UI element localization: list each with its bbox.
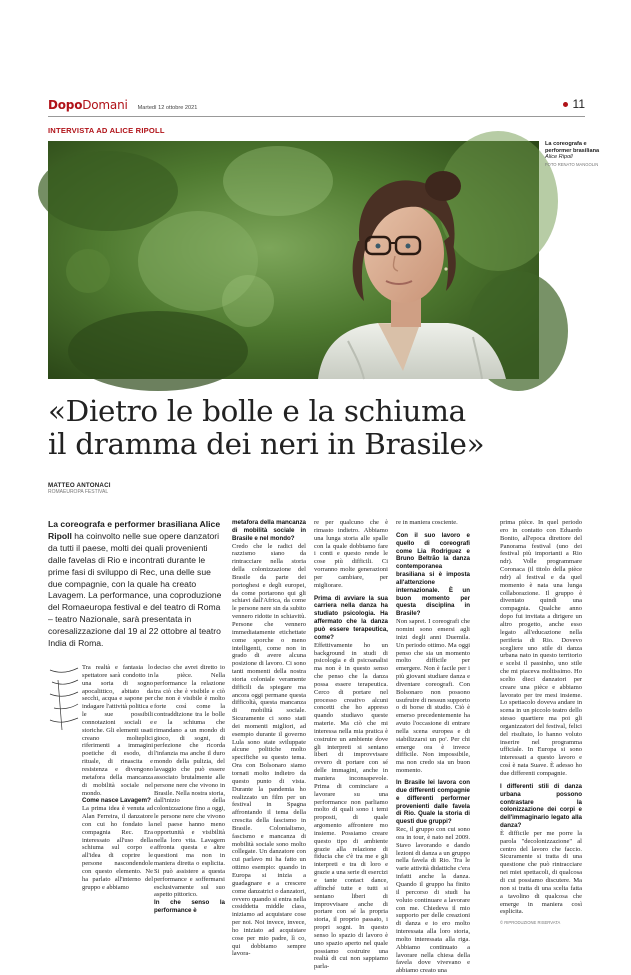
paragraph: Effettivamente ho un background in studi di psicologia e di psicoanalisi ma non è in questo senso che penso che la danza possa essere terapeutica. Cerco di portare nel processo creativo alcuni concetti che ho appreso quando studiavo queste materie. Ma ciò che mi interessa nella mia pratica è costruire un ambiente dove gli interpreti si sentano liberi di improvvisare ovvero di portare con sé delle immagini, anche in maniera inconsapevole. Prima di cominciare a lavorare su una performance non parliamo molto di quali sono i temi proposti, di quale argomento affrontere mo insieme. Possiamo creare questo tipo di ambiente grazie alla relazione di fiducia che c'è tra me e gli interpreti e tra di loro e grazie a una serie di esercizi e tante contact dance, affinché tutte e tutti si sentano liberi di improvvisare anche di portare con sé la propria storia, il proprio passato, i propri sogni. In questo senso lo spazio di lavoro è uno spazio aperto nel quale possiamo costruire una realtà di cui non sappiamo parla- — [314, 641, 388, 971]
page-number: 11 — [563, 97, 585, 111]
article-column-6 — [500, 519, 582, 927]
paragraph: Non saprei. I coreografi che nomini sono emersi agli inizi degli anni Duemila. Un periodo ottimo. Ma oggi penso che sia un momento molto difficile per emergere. Non è facile per i più giovani studiare danza e diventare coreografi. Con Bolsonaro non possono usufruire di nessun supporto o di borse di studio. Ciò è emerso precedentemente ha avuto l'occasione di entrare nella scena europea e di stabilizzarsi un po'. Per chi emerge ora è invece difficile. Non impossibile, ma non credo sia un buon momento. — [396, 618, 470, 775]
article-column-1 — [82, 664, 153, 891]
interview-question: In che senso la performance è — [154, 899, 225, 915]
interview-question: I differenti stili di danza urbana possono contrastare la colonizzazione dei corpi e dell'immaginario legato alla danza? — [500, 782, 582, 830]
section-label: INTERVISTA AD ALICE RIPOLL — [48, 126, 165, 135]
headline — [48, 395, 588, 461]
paragraph: Rec, il gruppo con cui sono ora in tour, è nato nel 2009. Stavo lavorando e dando lezioni di danza a un gruppo nella favela di Rio. Tra le varie attività didattiche c'era infatti anche la danza. Quando il gruppo ha finito il percorso di studi ha voluto continuare a lavorare con me. Chiedeva il mio supporto per delle creazioni di danza e io ero molto interessata alla loro storia, molto interessata alla riga. Abbiamo continuato a lavorare nella chiesa della favela dove vivevano e abbiamo creato una — [396, 826, 470, 975]
issue-date: Martedì 12 ottobre 2021 — [137, 105, 198, 111]
lead-paragraph: La coreografa e performer brasiliana Alice Ripoll ha coinvolto nelle sue opere danzatori da tutti il paese, molti dei quali provenienti dalle favelas di Rio e incontrati durante le prime fasi di sviluppo di Rec, una delle sue due compagnie, con la quale ha creato Lavagem. La performance, una coproduzione del Romaeuropa festival e del teatro di Roma – teatro Nazionale, sarà presentata in coresalizzazione dal 19 al 22 ottobre al teatro India di Roma. — [48, 519, 222, 649]
author-role: ROMAEUROPA FESTIVAL — [48, 489, 109, 495]
article-column-3 — [232, 519, 306, 958]
byline — [48, 482, 111, 495]
author-name: MATTEO ANTONACI — [48, 482, 111, 489]
masthead — [48, 98, 197, 112]
paragraph: re in maniera cosciente. — [396, 519, 458, 526]
paragraph: re per qualcuno che è rimasto indietro. Abbiamo una lunga storia alle spalle con la quale dobbiamo fare i conti e questo rende le cose più difficili. Ci vorranno molte generazioni per cambiare, per migliorare. — [314, 519, 388, 589]
paragraph: prima pièce. In quel periodo ero in contatto con Eduardo Bonito, all'epoca direttore del Panorama festival (uno dei festival più importanti a Rio ndr). Volle programmare Coronaca (il titolo della pièce ndr) al festival e da quel momento è nata una lunga collaborazione. Il gruppo è diventato quindi una compagnia. Qualche anno dopo fui invitata a dirigere un altro progetto, anche esso legato all'educazione nella periferia di Rio. Dovevo scegliere uno stile di danza urbana nato in questo territorio e scelsi il passinho, uno stile che mi piaceva moltissimo. Ho scelto dieci danzatori per creare una pièce e abbiamo lavorato per tre mesi insieme. Lo spettacolo doveva andare in scena in un piccolo teatro dello stesso quartiere ma poi gli organizzatori del festival, felici del risultato, lo hanno voluto inserire nel programma ufficiale. In Europa si sono interessati a questo lavoro e così è nata Suave. È adesso ho due differenti compagnie. — [500, 519, 582, 777]
article-column-5 — [396, 519, 470, 975]
photo-caption — [545, 141, 601, 167]
article-column-2 — [154, 664, 225, 915]
interview-question: Con il suo lavoro e quello di coreografi come Lia Rodriguez e Bruno Beltrão la danza contemporanea brasiliana si è imposta all'attenzione internazionale. È un buon momento per questa disciplina in Brasile? — [396, 531, 470, 618]
interview-question: Come nasce Lavagem? — [82, 797, 151, 805]
photo-credit: FOTO RENATO MANGOLIN — [545, 161, 599, 167]
bullet-icon — [563, 102, 568, 107]
paragraph: deciso che avrei diretto io la pièce. Nella performance la relazione tra ciò che è visibile e ciò che non è visibile è molto forte così come la contraddizione tra le bolle e la schiuma che rimandano a un mondo di gioco, di sogni, di perfezione che ricorda l'infanzia ma anche il duro mondo della pulizia, del lavaggio che può essere associato brutalmente alle persone nere che vivono in Brasile. Nella nostra storia, dall'inizio della colonizzazione fino a oggi, le persone nere che vivono nel paese hanno meno opportunità e visibilità nella loro vita. Lavagem affronta questa e altre questioni ma non in maniera diretta o esplicita. Si può assistere a questa performance e soffermarsi esclusivamente sul suo aspetto pittorico. — [154, 664, 225, 899]
headline-line-2: il dramma dei neri in Brasile» — [48, 427, 485, 461]
portrait-photo — [48, 141, 539, 379]
interview-question: Prima di avviare la sua carriera nella danza ha studiato psicologia. Ha affermato che la danza può essere terapeutica, come? — [314, 594, 388, 641]
portrait-photo-illustration — [48, 141, 539, 379]
interview-question: metafora della mancanza di mobilità sociale in Brasile e nel mondo? — [232, 519, 306, 542]
interview-question: In Brasile lei lavora con due differenti compagnie e differenti performer provenienti dalle favela di Rio. Quale la storia di questi due gruppi? — [396, 779, 470, 826]
copyright-notice: © RIPRODUZIONE RISERVATA — [500, 920, 561, 926]
paragraph: Credo che le radici del razzismo siano da rintracciare nella storia della colonizzazione del Brasile da parte dei portoghesi e degli europei, da come portarono qui gli schiavi dall'Africa, da come le persone nere sin da subito vennero ridotte in schiavitù. Persone che vennero immediatamente etichettate come sporche o meno intelligenti, come non in grado di avere alcuna posizione di lavoro. Ci sono tanti momenti della nostra storia coloniale veramente difficili da spiegare ma ancora oggi permane questa difficoltà, questa mancanza di mobilità sociale. Sicuramente ci sono stati dei momenti migliori, ad esempio durante il governo Lula sono state sviluppate alcune politiche molto specifiche su questo tema. Ora con Bolsonaro siamo tornati molto indietro da questo punto di vista. Durante la pandemia ho realizzato un film per un festival in Spagna affrontando il tema della crescita della fascismo in Brasile. Colonialismo, fascismo e mancanza di mobilità sociale sono molto collegate. Un danzatore con cui parlavo mi ha fatto un ottimo esempio: quando in Europa si inizia a guadagnare e a crescere come danzatrici o danzatori, ovvero quando si entra nella cosiddetta middle class, iniziamo ad acquistare cose per noi. Noi invece, invece, ho iniziato ad acquistare cose per mio padre, lì co, qui dobbiamo sempre lavora- — [232, 542, 306, 958]
header-rule — [48, 116, 585, 117]
article-column-4 — [314, 519, 388, 971]
brand-logo: DopoDomani — [48, 98, 128, 112]
decorative-line-art-icon — [48, 660, 80, 740]
headline-line-1: «Dietro le bolle e la schiuma — [48, 394, 466, 428]
paragraph: La prima idea è venuta ad Alan Ferreira, il danzatore con cui ho fondato la compagnia Rec. Era interessato all'uso della schiuma sul corpo e all'idea di coprire le persone nascondendole con questo elemento. Ne ha parlato all'interno del gruppo e abbiamo — [82, 805, 153, 891]
paragraph: È difficile per me porre la parola "decolonizzazione" al centro del lavoro che faccio. Sicuramente si tratta di una questione che può rintracciare nei miei spettacoli, di qualcosa di cui possiamo discutere. Ma non si tratta di una scelta fatta a tavolino di qualcosa che emerge in maniera così esplicita. — [500, 829, 582, 916]
caption-title: La coreografa e performer brasiliana — [545, 141, 600, 154]
caption-name: Alice Ripoll — [545, 154, 573, 161]
paragraph: Tra realtà e fantasia lo spettatore sarà condotto in una sorta di sogno apocalittico, abitato da secchi, acqua e sapone per indagare l'attività politica e le sue possibili connotazioni sociali e storiche. Gli elementi usati creano molteplici riferimenti a immagini poetiche di esodo, di rituale, di rinascita e resistenza e divengono metafora della mancanza di mobilità sociale nel mondo. — [82, 664, 153, 797]
